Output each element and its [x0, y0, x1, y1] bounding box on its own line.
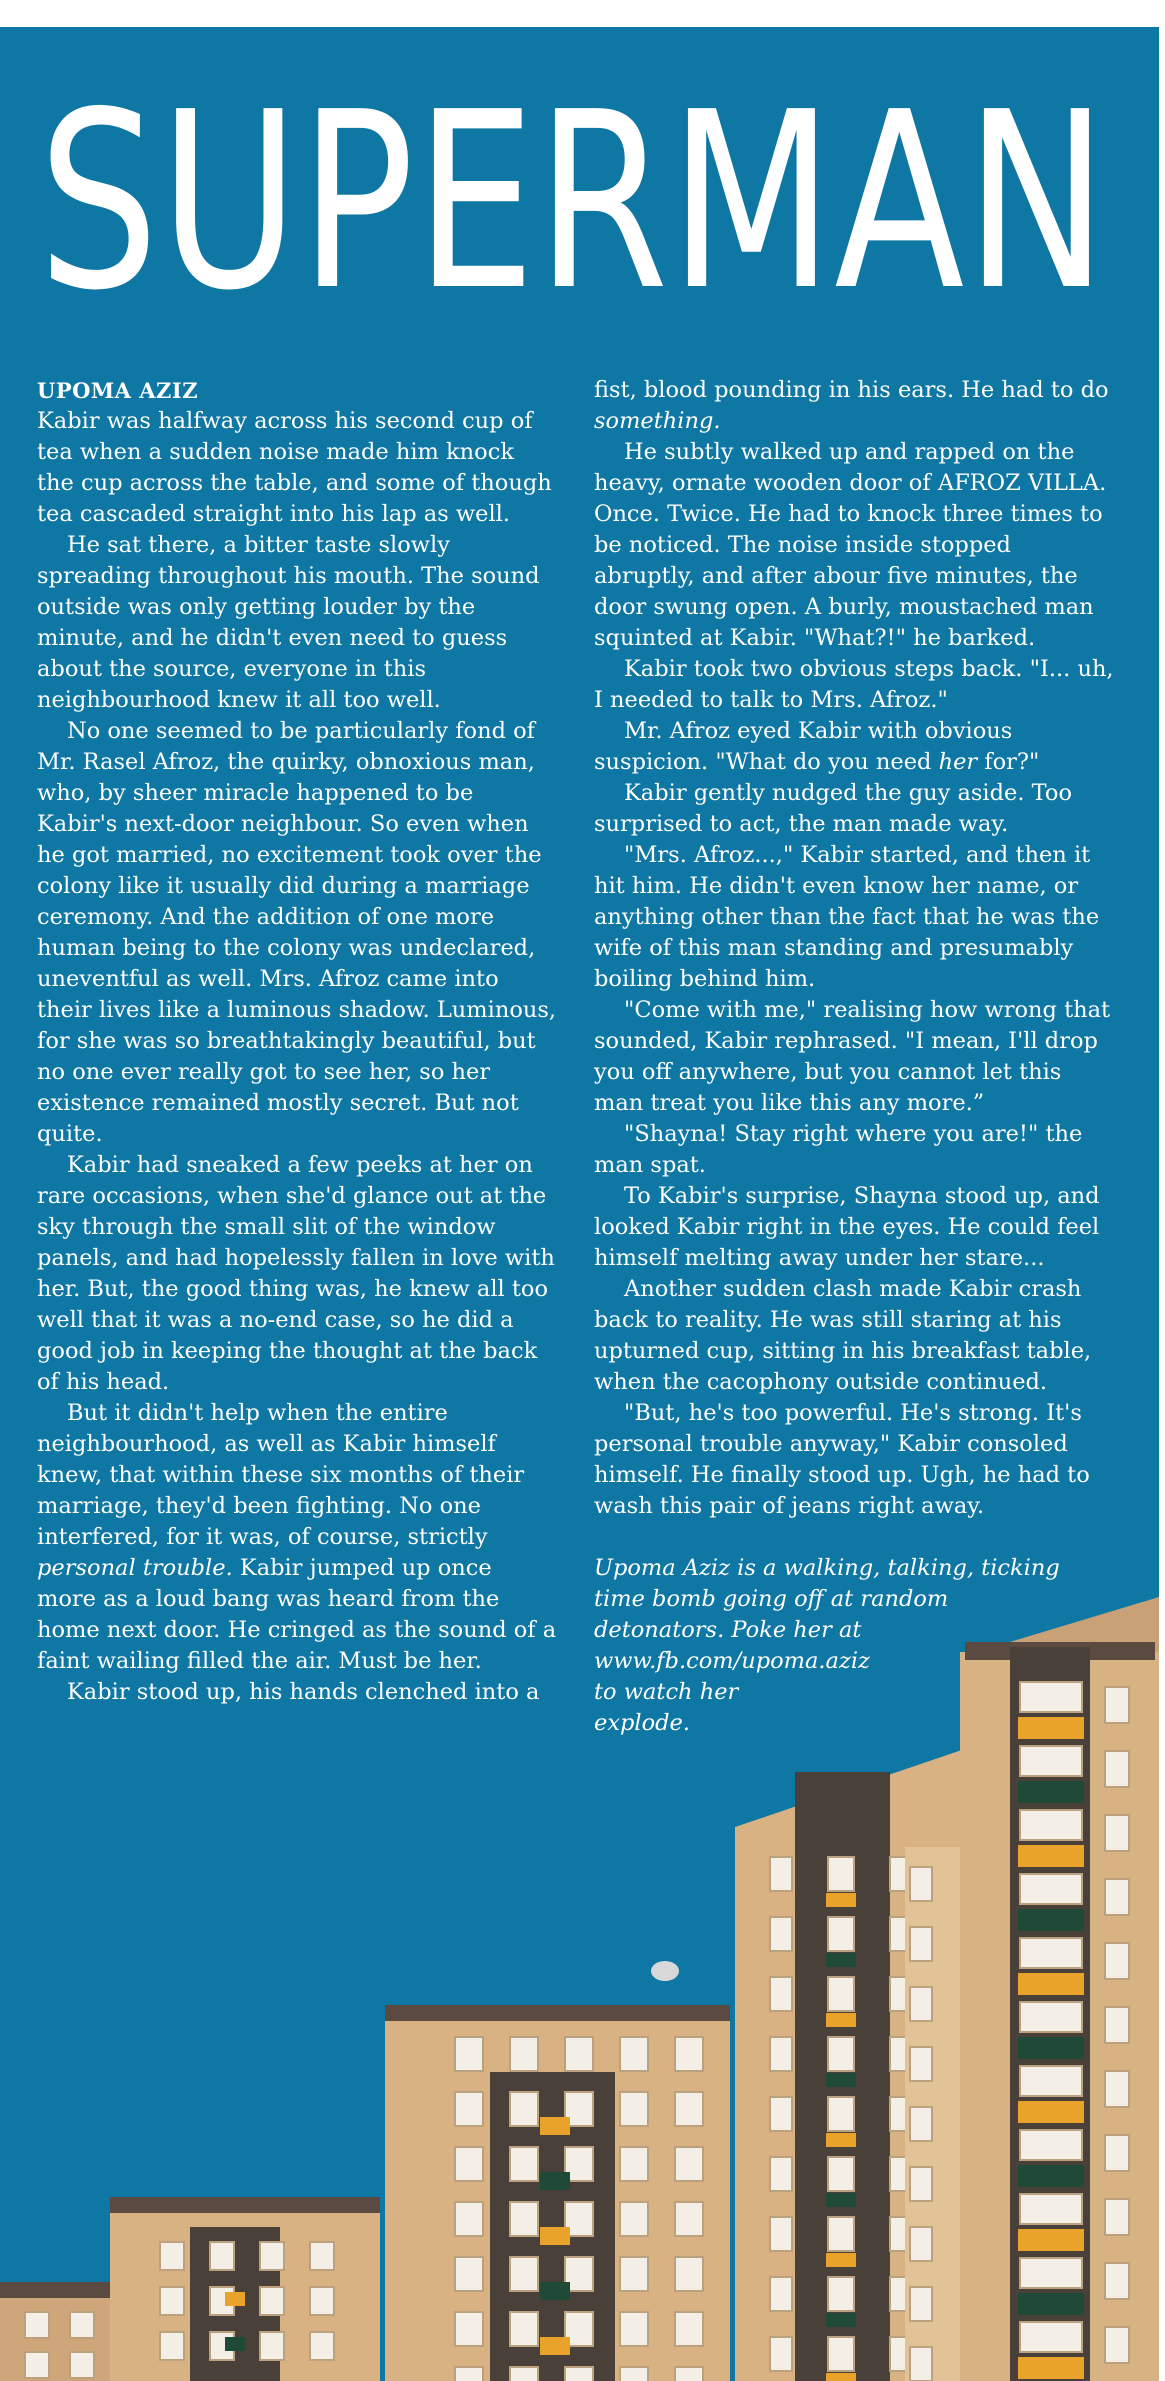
window [675, 2092, 703, 2126]
window [770, 2157, 792, 2191]
window [770, 2337, 792, 2371]
balcony-accent [1018, 2101, 1084, 2123]
author-byline: UPOMA AZIZ [37, 378, 199, 403]
emphasis-text: her [938, 749, 978, 775]
article-column-left [37, 375, 557, 1708]
window [1105, 2263, 1129, 2299]
window [675, 2147, 703, 2181]
paragraph: "Shayna! Stay right where you are!" the man spat. [594, 1121, 1083, 1178]
window [828, 2277, 854, 2311]
window [455, 2147, 483, 2181]
window [675, 2037, 703, 2071]
author-bio-line: to watch her [594, 1679, 739, 1705]
window [310, 2332, 334, 2360]
paragraph: To Kabir's surprise, Shayna stood up, and looked Kabir right in the eyes. He could feel himself melting away under her stare... [594, 1183, 1100, 1271]
window [510, 2367, 538, 2381]
window [455, 2367, 483, 2381]
window [828, 2097, 854, 2131]
paragraph: "Mrs. Afroz...," Kabir started, and then it hit him. He didn't even know her name, or anything other than the fact that he was the wife of this man standing and presumably boiling behind him. [594, 842, 1100, 992]
paragraph-text: Kabir jumped up once more as a loud bang was heard from the home next door. He cringed as the sound of a faint wailing filled the air. Must be her. [37, 1555, 557, 1674]
paragraph [594, 716, 1114, 778]
window [260, 2332, 284, 2360]
window [160, 2287, 184, 2315]
window [1105, 1751, 1129, 1787]
window [510, 2257, 538, 2291]
window [828, 2217, 854, 2251]
window [310, 2287, 334, 2315]
window [770, 2037, 792, 2071]
paragraph: No one seemed to be particularly fond of Mr. Rasel Afroz, the quirky, obnoxious man, who, by sheer miracle happened to be Kabir's next-door neighbour. So even when he got married, no excitement took over the colony like it usually did during a marriage ceremony. And the addition of one more human being to the colony was undeclared, uneventful as well. Mrs. Afroz came into their lives like a luminous shadow. Luminous, for she was so breathtakingly beautiful, but no one ever really got to see her, so her existence remained mostly secret. But not quite. [37, 718, 557, 1147]
roof-left [110, 2197, 380, 2213]
window [620, 2367, 648, 2381]
balcony-accent [1018, 2293, 1084, 2315]
window [260, 2287, 284, 2315]
window [70, 2352, 94, 2378]
window [510, 2312, 538, 2346]
window [675, 2257, 703, 2291]
balcony-accent [540, 2282, 570, 2300]
window [1105, 1879, 1129, 1915]
window [620, 2147, 648, 2181]
window [910, 2227, 932, 2261]
window [770, 2277, 792, 2311]
window [455, 2092, 483, 2126]
paragraph: Kabir had sneaked a few peeks at her on rare occasions, when she'd glance out at the sky through the small slit of the window panels, and had hopelessly fallen in love with her. But, the good thing was, he knew all too well that it was a no-end case, so he did a good job in keeping the thought at the back of his head. [37, 1152, 555, 1395]
window [675, 2367, 703, 2381]
balcony-accent [826, 2013, 856, 2027]
window [910, 2107, 932, 2141]
balcony-accent [1018, 1909, 1084, 1931]
window [1020, 1746, 1082, 1776]
window [455, 2037, 483, 2071]
satellite-dish-icon [651, 1961, 679, 1981]
window [1020, 1874, 1082, 1904]
article-page [0, 27, 1159, 2381]
balcony-accent [540, 2117, 570, 2135]
window [910, 2047, 932, 2081]
window [1020, 2258, 1082, 2288]
window [675, 2312, 703, 2346]
balcony-accent [1018, 1781, 1084, 1803]
paragraph: Another sudden clash made Kabir crash back to reality. He was still staring at his upturned cup, sitting in his breakfast table, when the cacophony outside continued. [594, 1276, 1092, 1395]
window [70, 2312, 94, 2338]
author-bio-line: Upoma Aziz is a walking, talking, ticking [594, 1555, 1060, 1581]
window [455, 2202, 483, 2236]
window [910, 1867, 932, 1901]
window [510, 2147, 538, 2181]
paragraph [594, 375, 1114, 437]
roof-far-left [0, 2282, 110, 2298]
window [1105, 1943, 1129, 1979]
paragraph-text: Mr. Afroz eyed Kabir with obvious suspicion. "What do you need [594, 718, 1013, 775]
author-bio-line: detonators. Poke her at [594, 1617, 862, 1643]
paragraph: He sat there, a bitter taste slowly spreading throughout his mouth. The sound outside was only getting louder by the minute, and he didn't even need to guess about the source, everyone in this neighbourhood knew it all too well. [37, 532, 540, 713]
balcony-accent [540, 2337, 570, 2355]
window [510, 2202, 538, 2236]
window [828, 1917, 854, 1951]
window [828, 1977, 854, 2011]
paragraph-text: fist, blood pounding in his ears. He had to do [594, 377, 1109, 403]
window [1105, 2007, 1129, 2043]
paragraph-text: But it didn't help when the entire neighbourhood, as well as Kabir himself knew, that within these six months of their marriage, they'd been fighting. No one interfered, for it was, of course, strictly [37, 1400, 525, 1550]
window [160, 2332, 184, 2360]
paragraph: "Come with me," realising how wrong that sounded, Kabir rephrased. "I mean, I'll drop you off anywhere, but you cannot let this man treat you like this any more.” [594, 997, 1111, 1116]
window [770, 1857, 792, 1891]
window [310, 2242, 334, 2270]
balcony-accent [225, 2292, 245, 2306]
paragraph: Kabir was halfway across his second cup of tea when a sudden noise made him knock the cup across the table, and some of though tea cascaded straight into his lap as well. [37, 408, 552, 527]
balcony-accent [1018, 2357, 1084, 2379]
window [1020, 2066, 1082, 2096]
window [210, 2242, 234, 2270]
balcony-accent [1018, 2037, 1084, 2059]
window [620, 2202, 648, 2236]
emphasis-text: personal trouble. [37, 1555, 233, 1581]
article-column-right [594, 375, 1114, 1739]
balcony-accent [826, 2373, 856, 2381]
window [455, 2312, 483, 2346]
window [910, 1987, 932, 2021]
window [1020, 1810, 1082, 1840]
window [1020, 2322, 1082, 2352]
window [1105, 2327, 1129, 2363]
roof-middle [385, 2005, 730, 2021]
paragraph-text: for?" [977, 749, 1040, 775]
emphasis-text: something. [594, 408, 721, 434]
balcony-accent [826, 2133, 856, 2147]
balcony-accent [1018, 1845, 1084, 1867]
paragraph: Kabir took two obvious steps back. "I... uh, I needed to talk to Mrs. Afroz." [594, 656, 1114, 713]
paragraph: He subtly walked up and rapped on the heavy, ornate wooden door of AFROZ VILLA. Once. Twice. He had to knock three times to be noticed. The noise inside stopped abruptly, and after abour five minutes, the door swung open. A burly, moustached man squinted at Kabir. "What?!" he barked. [594, 439, 1107, 651]
window [510, 2092, 538, 2126]
window [565, 2037, 593, 2071]
window [620, 2257, 648, 2291]
paragraph: "But, he's too powerful. He's strong. It's personal trouble anyway," Kabir consoled himself. He finally stood up. Ugh, he had to wash this pair of jeans right away. [594, 1400, 1090, 1519]
window [565, 2367, 593, 2381]
window [1020, 2002, 1082, 2032]
window [770, 1917, 792, 1951]
window [770, 2097, 792, 2131]
window [620, 2312, 648, 2346]
balcony-accent [225, 2337, 245, 2351]
window [770, 1977, 792, 2011]
window [160, 2242, 184, 2270]
window [510, 2037, 538, 2071]
balcony-accent [1018, 2229, 1084, 2251]
window [828, 2037, 854, 2071]
paragraph [37, 1398, 557, 1677]
balcony-accent [826, 1953, 856, 1967]
window [770, 2217, 792, 2251]
window [25, 2352, 49, 2378]
balcony-accent [826, 1893, 856, 1907]
window [828, 1857, 854, 1891]
balcony-accent [540, 2227, 570, 2245]
author-bio-link[interactable]: www.fb.com/upoma.aziz [594, 1648, 870, 1674]
window [675, 2202, 703, 2236]
window [910, 1927, 932, 1961]
window [620, 2092, 648, 2126]
window [1020, 1938, 1082, 1968]
balcony-accent [826, 2073, 856, 2087]
window [455, 2257, 483, 2291]
balcony-accent [1018, 1973, 1084, 1995]
window [620, 2037, 648, 2071]
window [1020, 2130, 1082, 2160]
balcony-accent [826, 2193, 856, 2207]
window [1105, 2135, 1129, 2171]
window [828, 2337, 854, 2371]
balcony-accent [1018, 2165, 1084, 2187]
author-bio-line: time bomb going off at random [594, 1586, 949, 1612]
balcony-accent [540, 2172, 570, 2190]
balcony-accent [826, 2313, 856, 2327]
window [910, 2287, 932, 2321]
paragraph: Kabir stood up, his hands clenched into a [67, 1679, 540, 1705]
page-title: SUPERMAN [38, 60, 1109, 344]
author-bio [594, 1553, 1114, 1739]
balcony-accent [826, 2253, 856, 2267]
window [1105, 1815, 1129, 1851]
window [25, 2312, 49, 2338]
window [1105, 2071, 1129, 2107]
paragraph: Kabir gently nudged the guy aside. Too surprised to act, the man made way. [594, 780, 1072, 837]
window [260, 2242, 284, 2270]
window [1105, 2199, 1129, 2235]
author-bio-line: explode. [594, 1710, 691, 1736]
window [1020, 2194, 1082, 2224]
page-margin [1159, 0, 1165, 2381]
window [910, 2167, 932, 2201]
window [910, 2347, 932, 2381]
window [828, 2157, 854, 2191]
